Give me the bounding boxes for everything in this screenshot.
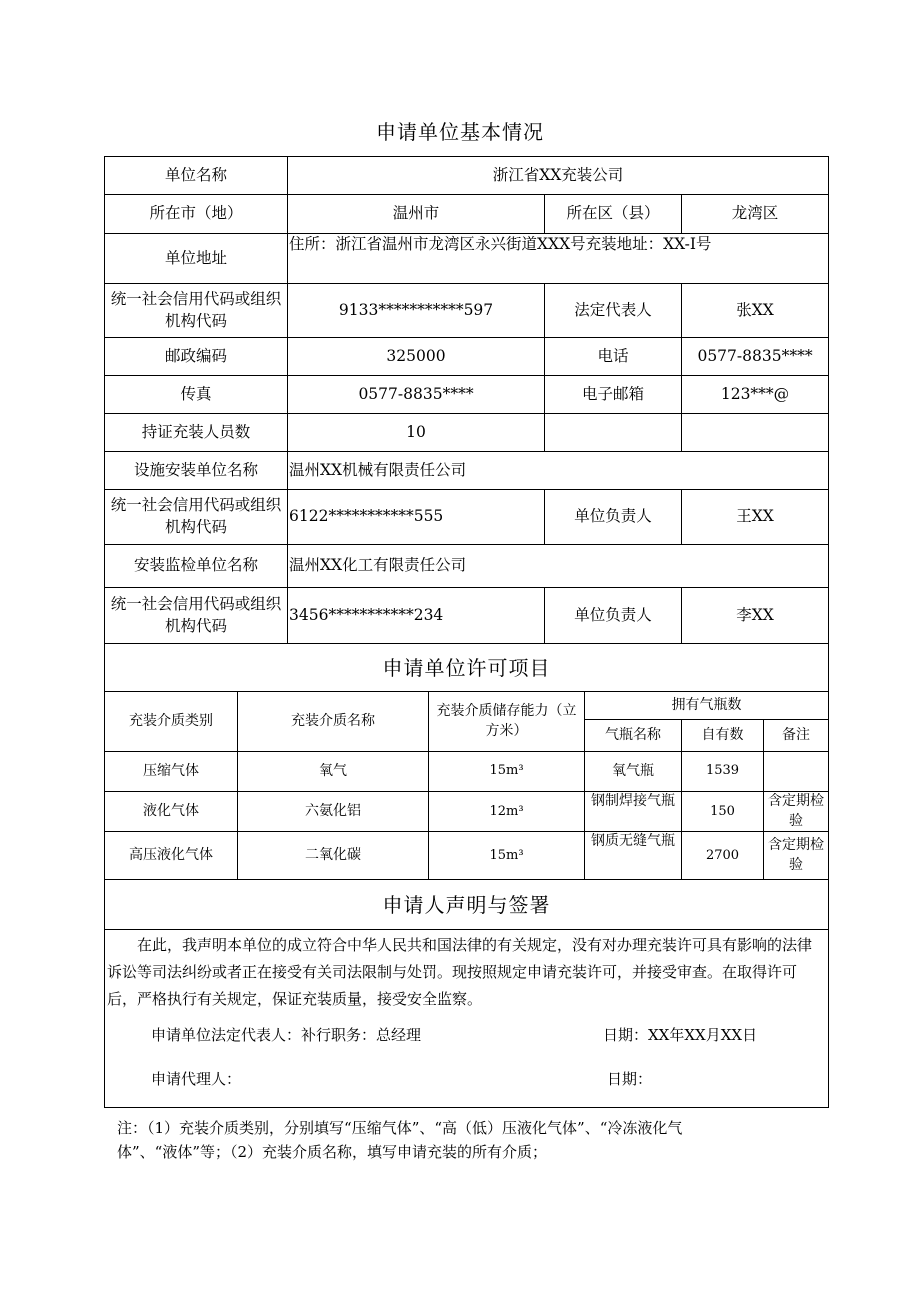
certified-staff-label: 持证充装人员数 <box>105 414 288 452</box>
capacity-cell: 15m³ <box>429 832 585 880</box>
district-label: 所在区（县） <box>545 195 682 234</box>
medium-cell: 六氨化铝 <box>238 792 429 832</box>
table-row <box>105 752 829 792</box>
remark-cell <box>764 752 829 792</box>
header-owned: 自有数 <box>682 720 764 752</box>
address-label: 单位地址 <box>105 234 288 284</box>
install-head-value: 王XX <box>682 490 829 545</box>
install-code-value: 6122***********555 <box>288 490 545 545</box>
postcode-label: 邮政编码 <box>105 338 288 376</box>
agent-signature: 申请代理人： <box>151 1070 242 1089</box>
agent-date: 日期： <box>607 1070 653 1089</box>
install-unit-label: 设施安装单位名称 <box>105 452 288 490</box>
cylinder-name-cell: 钢制焊接气瓶 <box>585 792 682 832</box>
capacity-cell: 15m³ <box>429 752 585 792</box>
unit-name-label: 单位名称 <box>105 157 288 195</box>
agent-sign-row <box>107 1057 826 1101</box>
header-cylinders: 拥有气瓶数 <box>585 692 829 720</box>
table-row <box>105 792 829 832</box>
fax-value: 0577-8835**** <box>288 376 545 414</box>
phone-value: 0577-8835**** <box>682 338 829 376</box>
inspect-head-value: 李XX <box>682 588 829 644</box>
header-category: 充装介质类别 <box>105 692 238 752</box>
install-code-label: 统一社会信用代码或组织机构代码 <box>105 490 288 545</box>
address-value: 住所：浙江省温州市龙湾区永兴街道XXX号充装地址：XX-I号 <box>288 234 829 284</box>
owned-cell: 150 <box>682 792 764 832</box>
remark-cell: 含定期检验 <box>764 792 829 832</box>
category-cell: 高压液化气体 <box>105 832 238 880</box>
inspect-code-label: 统一社会信用代码或组织机构代码 <box>105 588 288 644</box>
declaration-body <box>105 930 829 1108</box>
cylinder-name-cell: 氧气瓶 <box>585 752 682 792</box>
install-unit-value: 温州XX机械有限责任公司 <box>288 452 829 490</box>
signature-date: 日期：XX年XX月XX日 <box>603 1026 758 1045</box>
declaration-text: 在此，我声明本单位的成立符合中华人民共和国法律的有关规定，没有对办理充装许可具有影响的法律诉讼等司法纠纷或者正在接受有关司法限制与处罚。现按照规定申请充装许可，并接受审查。在取得许可后，严格执行有关规定，保证充装质量，接受安全监察。 <box>107 936 813 1009</box>
district-value: 龙湾区 <box>682 195 829 234</box>
page-title: 申请单位基本情况 <box>376 120 544 144</box>
medium-cell: 氧气 <box>238 752 429 792</box>
header-capacity: 充装介质储存能力（立方米） <box>429 692 585 752</box>
certified-staff-value: 10 <box>288 414 545 452</box>
header-cylinder-name: 气瓶名称 <box>585 720 682 752</box>
header-remark: 备注 <box>764 720 829 752</box>
table-row <box>105 832 829 880</box>
remark-cell: 含定期检验 <box>764 832 829 880</box>
cylinder-name-cell: 钢质无缝气瓶 <box>585 832 682 880</box>
legal-rep-value: 张XX <box>682 284 829 338</box>
capacity-cell: 12m³ <box>429 792 585 832</box>
postcode-value: 325000 <box>288 338 545 376</box>
application-form <box>104 156 829 1108</box>
email-value: 123***@ <box>682 376 829 414</box>
permit-section-title: 申请单位许可项目 <box>105 644 829 692</box>
unit-name-value: 浙江省XX充装公司 <box>288 157 829 195</box>
legal-rep-sign-row <box>107 1013 826 1057</box>
city-label: 所在市（地） <box>105 195 288 234</box>
footnote-line-2: 体”、“液体”等；（2）充装介质名称，填写申请充装的所有介质； <box>117 1143 548 1161</box>
credit-code-label: 统一社会信用代码或组织机构代码 <box>105 284 288 338</box>
phone-label: 电话 <box>545 338 682 376</box>
legal-rep-label: 法定代表人 <box>545 284 682 338</box>
empty-cell <box>545 414 682 452</box>
city-value: 温州市 <box>288 195 545 234</box>
category-cell: 液化气体 <box>105 792 238 832</box>
credit-code-value: 9133***********597 <box>288 284 545 338</box>
inspect-head-label: 单位负责人 <box>545 588 682 644</box>
footnote-line-1: 注：（1）充装介质类别，分别填写“压缩气体”、“高（低）压液化气体”、“冷冻液化气 <box>117 1119 683 1137</box>
email-label: 电子邮箱 <box>545 376 682 414</box>
inspect-code-value: 3456***********234 <box>288 588 545 644</box>
inspect-unit-value: 温州XX化工有限责任公司 <box>288 545 829 588</box>
medium-cell: 二氧化碳 <box>238 832 429 880</box>
inspect-unit-label: 安装监检单位名称 <box>105 545 288 588</box>
install-head-label: 单位负责人 <box>545 490 682 545</box>
empty-cell <box>682 414 829 452</box>
legal-rep-signature: 申请单位法定代表人：补行职务：总经理 <box>151 1026 422 1045</box>
fax-label: 传真 <box>105 376 288 414</box>
category-cell: 压缩气体 <box>105 752 238 792</box>
owned-cell: 1539 <box>682 752 764 792</box>
declaration-section-title: 申请人声明与签署 <box>105 880 829 930</box>
header-medium: 充装介质名称 <box>238 692 429 752</box>
footnote <box>117 1116 820 1164</box>
owned-cell: 2700 <box>682 832 764 880</box>
